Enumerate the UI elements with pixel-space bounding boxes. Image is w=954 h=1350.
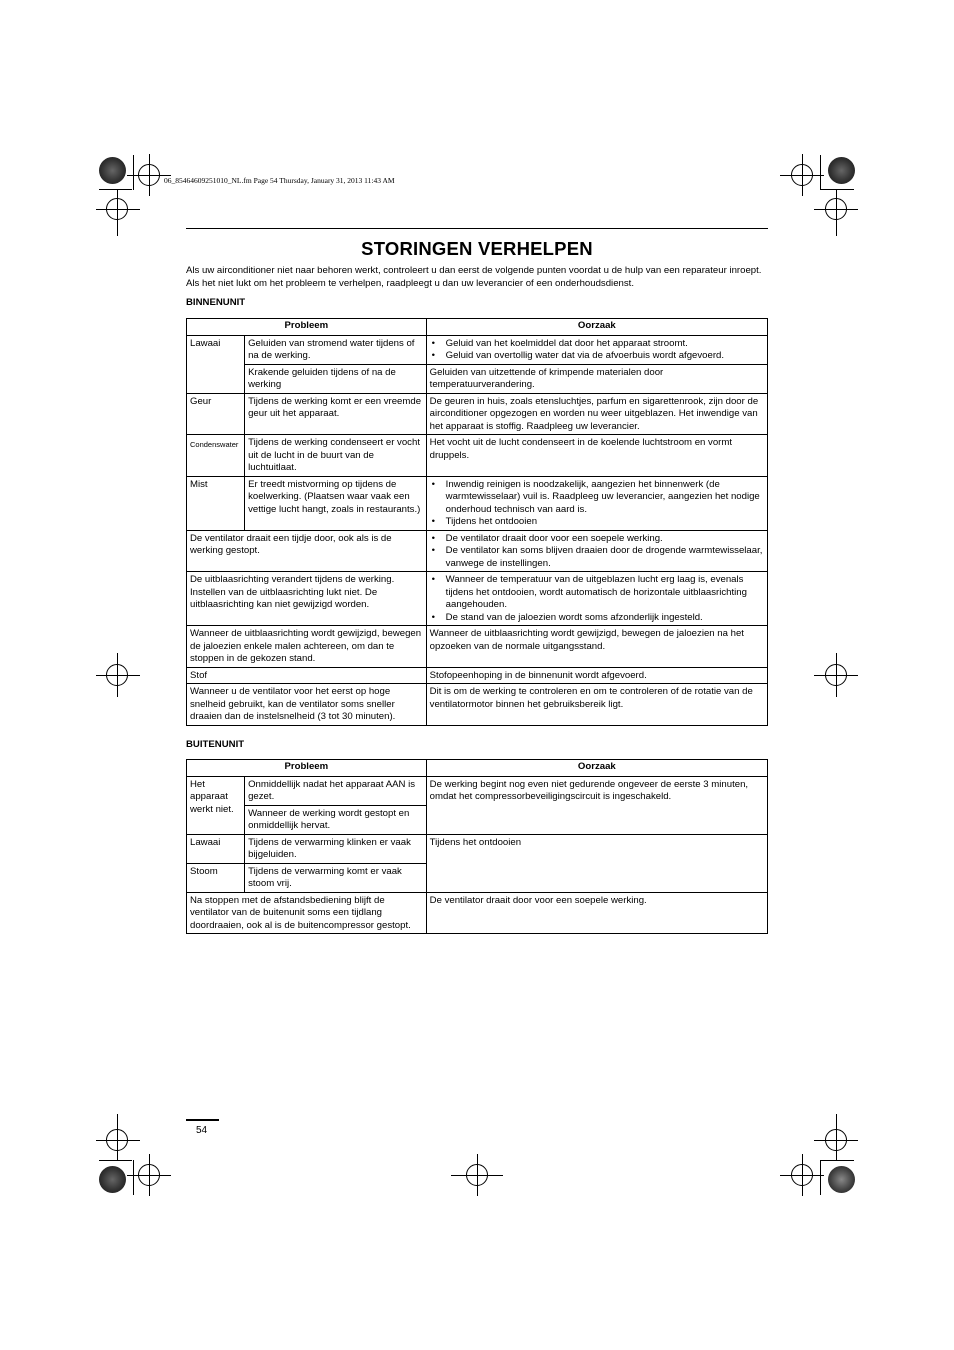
outdoor-table — [186, 759, 768, 934]
problem-cell: Stof — [187, 667, 427, 684]
registration-disc-icon — [99, 157, 126, 184]
outdoor-heading: BUITENUNIT — [186, 739, 245, 750]
problem-cell: Tijdens de werking komt er een vreemde geur uit het apparaat. — [245, 393, 427, 435]
registration-disc-icon — [99, 1166, 126, 1193]
problem-cell: Tijdens de verwarming komt er vaak stoom vrij. — [245, 863, 427, 892]
cause-bullet: • Wanneer de temperatuur van de uitgeblazen lucht erg laag is, evenals tijdens het ontdooien, wordt automatisch de horizontale uitblaasrichting aangehouden. — [430, 574, 764, 612]
table-row — [187, 435, 768, 477]
table-row — [187, 892, 768, 934]
problem-cell: Krakende geluiden tijdens of na de werking — [245, 364, 427, 393]
problem-cell: Wanneer u de ventilator voor het eerst op hoge snelheid gebruikt, kan de ventilator soms sneller draaien dan de instelsnelheid (3 tot 30 minuten). — [187, 684, 427, 726]
table-row — [187, 626, 768, 668]
cause-bullet: • Inwendig reinigen is noodzakelijk, aangezien het binnenwerk (de warmtewisselaar) vuil is. Raadpleeg uw leverancier, aangezien het nodige onderhoud technisch van aard is. — [430, 479, 764, 517]
cause-cell: De werking begint nog even niet gedurende ongeveer de eerste 3 minuten, omdat het compressorbeveiligingscircuit is ingeschakeld. — [426, 776, 767, 834]
cause-cell — [426, 530, 767, 572]
indoor-table — [186, 318, 768, 726]
cause-bullet: • De ventilator kan soms blijven draaien door de drogende warmtewisselaar, vanwege de instellingen. — [430, 545, 764, 570]
category-cell: Stoom — [187, 863, 245, 892]
problem-cell: Tijdens de verwarming klinken er vaak bijgeluiden. — [245, 834, 427, 863]
table-row — [187, 776, 768, 805]
category-cell: Condenswater — [187, 435, 245, 477]
problem-cell: De ventilator draait een tijdje door, ook als is de werking gestopt. — [187, 530, 427, 572]
indoor-heading: BINNENUNIT — [186, 297, 246, 308]
cause-cell: Wanneer de uitblaasrichting wordt gewijzigd, bewegen de jaloezien na het opzoeken van de normale uitgangsstand. — [426, 626, 767, 668]
table-row — [187, 667, 768, 684]
table-row — [187, 393, 768, 435]
table-row — [187, 530, 768, 572]
cause-bullet: • Geluid van het koelmiddel dat door het apparaat stroomt. — [430, 338, 764, 351]
cause-bullet: • De ventilator draait door voor een soepele werking. — [430, 533, 764, 546]
category-cell: Lawaai — [187, 335, 245, 393]
table-header-row — [187, 319, 768, 336]
cause-bullet: • De stand van de jaloezien wordt soms afzonderlijk ingesteld. — [430, 612, 764, 625]
problem-cell: Onmiddellijk nadat het apparaat AAN is gezet. — [245, 776, 427, 805]
page-number-rule — [186, 1119, 219, 1121]
column-header-problem: Probleem — [187, 319, 427, 336]
problem-cell: Wanneer de uitblaasrichting wordt gewijzigd, bewegen de jaloezien enkele malen achtereen, om dan te stoppen in de gekozen stand. — [187, 626, 427, 668]
registration-disc-icon — [828, 157, 855, 184]
top-rule — [186, 228, 768, 229]
problem-cell: Na stoppen met de afstandsbediening blijft de ventilator van de buitenunit soms een tijdlang doordraaien, ook al is de buitencompressor gestopt. — [187, 892, 427, 934]
category-cell: Mist — [187, 476, 245, 530]
table-row — [187, 834, 768, 863]
page-number: 54 — [196, 1125, 208, 1136]
column-header-cause: Oorzaak — [426, 760, 767, 777]
problem-cell: De uitblaasrichting verandert tijdens de werking. Instellen van de uitblaasrichting lukt niet. De uitblaasrichting kan niet gewijzigd worden. — [187, 572, 427, 626]
registration-disc-icon — [828, 1166, 855, 1193]
cause-cell — [426, 572, 767, 626]
page-title: STORINGEN VERHELPEN — [361, 238, 593, 259]
cause-cell — [426, 335, 767, 364]
problem-cell: Er treedt mistvorming op tijdens de koelwerking. (Plaatsen waar vaak een vettige lucht hangt, zoals in restaurants.) — [245, 476, 427, 530]
problem-cell: Wanneer de werking wordt gestopt en onmiddellijk hervat. — [245, 805, 427, 834]
cause-bullet: • Tijdens het ontdooien — [430, 516, 764, 529]
file-header-note: 06_85464609251010_NL.fm Page 54 Thursday, January 31, 2013 11:43 AM — [164, 176, 395, 185]
cause-cell: Het vocht uit de lucht condenseert in de koelende luchtstroom en vormt druppels. — [426, 435, 767, 477]
table-row — [187, 364, 768, 393]
cause-cell: Dit is om de werking te controleren en om te controleren of de rotatie van de ventilatormotor binnen het gebruiksbereik ligt. — [426, 684, 767, 726]
problem-cell: Geluiden van stromend water tijdens of na de werking. — [245, 335, 427, 364]
cause-cell: De geuren in huis, zoals etensluchtjes, parfum en sigarettenrook, zijn door de airconditioner opgezogen en worden nu weer uitgeblazen. Het inwendige van het apparaat is stoffig. Raadpleeg uw leverancier. — [426, 393, 767, 435]
table-row — [187, 335, 768, 364]
category-cell: Lawaai — [187, 834, 245, 863]
cause-cell: Tijdens het ontdooien — [426, 834, 767, 892]
problem-cell: Tijdens de werking condenseert er vocht uit de lucht in de buurt van de luchtuitlaat. — [245, 435, 427, 477]
cause-cell: De ventilator draait door voor een soepele werking. — [426, 892, 767, 934]
cause-bullet: • Geluid van overtollig water dat via de afvoerbuis wordt afgevoerd. — [430, 350, 764, 363]
table-row — [187, 476, 768, 530]
category-cell: Het apparaat werkt niet. — [187, 776, 245, 834]
cause-cell: Stofopeenhoping in de binnenunit wordt afgevoerd. — [426, 667, 767, 684]
column-header-cause: Oorzaak — [426, 319, 767, 336]
table-row — [187, 572, 768, 626]
column-header-problem: Probleem — [187, 760, 427, 777]
cause-cell — [426, 476, 767, 530]
table-header-row — [187, 760, 768, 777]
cause-cell: Geluiden van uitzettende of krimpende materialen door temperatuurverandering. — [426, 364, 767, 393]
category-cell: Geur — [187, 393, 245, 435]
table-row — [187, 684, 768, 726]
intro-paragraph: Als uw airconditioner niet naar behoren werkt, controleert u dan eerst de volgende punten voordat u de hulp van een reparateur inroept. Als het niet lukt om het probleem te verhelpen, raadpleegt u dan uw leverancier of een onderhoudsdienst. — [186, 265, 762, 289]
